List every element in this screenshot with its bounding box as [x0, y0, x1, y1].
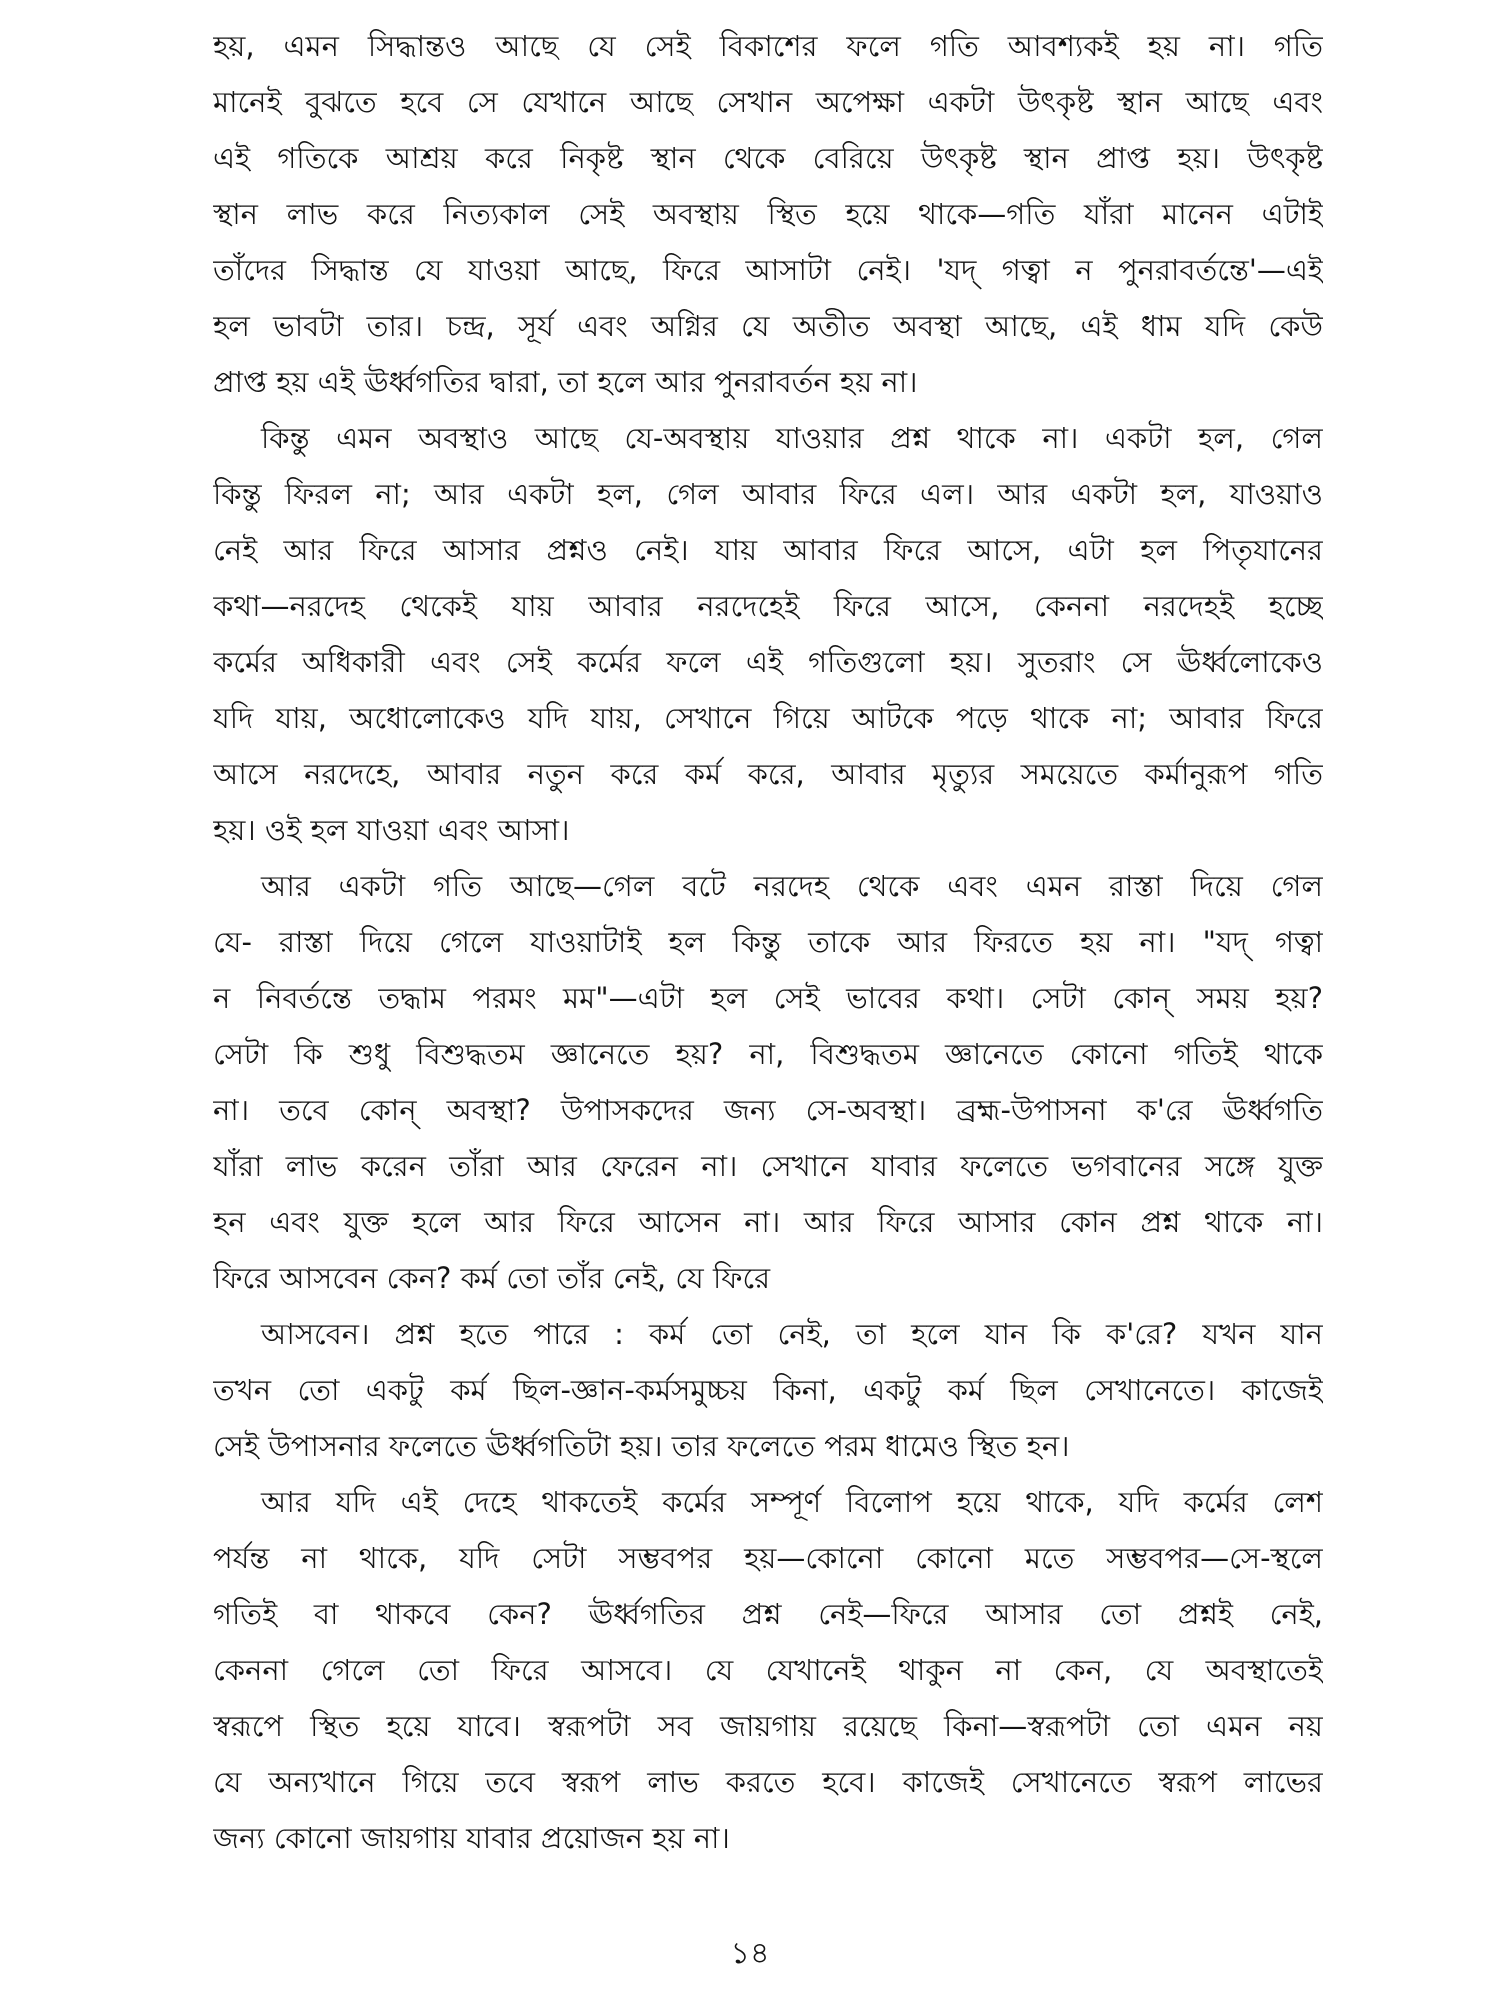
text-line: গতিই বা থাকবে কেন? ঊর্ধ্বগতির প্রশ্ন নেই—ফিরে আসার তো প্রশ্নই নেই, — [213, 1597, 1323, 1631]
text-line: কিন্তু ফিরল না; আর একটা হল, গেল আবার ফিরে এল। আর একটা হল, যাওয়াও — [213, 477, 1323, 511]
text-line: নেই আর ফিরে আসার প্রশ্নও নেই। যায় আবার ফিরে আসে, এটা হল পিতৃযানের — [213, 533, 1323, 567]
page-number: ১৪ — [730, 1936, 770, 1971]
text-line: এই গতিকে আশ্রয় করে নিকৃষ্ট স্থান থেকে বেরিয়ে উৎকৃষ্ট স্থান প্রাপ্ত হয়। উৎকৃষ্ট — [213, 141, 1323, 175]
paragraph-start-line: আসবেন। প্রশ্ন হতে পারে : কর্ম তো নেই, তা হলে যান কি ক'রে? যখন যান — [261, 1317, 1323, 1351]
text-line: সেই উপাসনার ফলেতে ঊর্ধ্বগতিটা হয়। তার ফলেতে পরম ধামেও স্থিত হন। — [213, 1429, 1070, 1463]
text-line: যে- রাস্তা দিয়ে গেলে যাওয়াটাই হল কিন্তু তাকে আর ফিরতে হয় না। "যদ্ গত্বা — [213, 925, 1323, 959]
paragraph-start-line: কিন্তু এমন অবস্থাও আছে যে-অবস্থায় যাওয়ার প্রশ্ন থাকে না। একটা হল, গেল — [261, 421, 1323, 455]
text-line: হল ভাবটা তার। চন্দ্র, সূর্য এবং অগ্নির যে অতীত অবস্থা আছে, এই ধাম যদি কেউ — [213, 309, 1323, 343]
text-line: যে অন্যখানে গিয়ে তবে স্বরূপ লাভ করতে হবে। কাজেই সেখানেতে স্বরূপ লাভের — [213, 1765, 1323, 1799]
text-line: যদি যায়, অধোলোকেও যদি যায়, সেখানে গিয়ে আটকে পড়ে থাকে না; আবার ফিরে — [213, 701, 1323, 735]
text-line: যাঁরা লাভ করেন তাঁরা আর ফেরেন না। সেখানে যাবার ফলেতে ভগবানের সঙ্গে যুক্ত — [213, 1149, 1323, 1183]
text-line: ফিরে আসবেন কেন? কর্ম তো তাঁর নেই, যে ফিরে — [213, 1261, 771, 1295]
text-line: মানেই বুঝতে হবে সে যেখানে আছে সেখান অপেক্ষা একটা উৎকৃষ্ট স্থান আছে এবং — [213, 85, 1323, 119]
text-line: হয়। ওই হল যাওয়া এবং আসা। — [213, 813, 570, 847]
text-line: কেননা গেলে তো ফিরে আসবে। যে যেখানেই থাকুন না কেন, যে অবস্থাতেই — [213, 1653, 1323, 1687]
text-line: জন্য কোনো জায়গায় যাবার প্রয়োজন হয় না। — [213, 1821, 730, 1855]
text-line: স্থান লাভ করে নিত্যকাল সেই অবস্থায় স্থিত হয়ে থাকে—গতি যাঁরা মানেন এটাই — [213, 197, 1323, 231]
text-line: হয়, এমন সিদ্ধান্তও আছে যে সেই বিকাশের ফলে গতি আবশ্যকই হয় না। গতি — [213, 29, 1323, 63]
text-line: আসে নরদেহে, আবার নতুন করে কর্ম করে, আবার মৃত্যুর সময়েতে কর্মানুরূপ গতি — [213, 757, 1323, 791]
text-line: কথা—নরদেহ থেকেই যায় আবার নরদেহেই ফিরে আসে, কেননা নরদেহই হচ্ছে — [213, 589, 1323, 623]
text-line: প্রাপ্ত হয় এই ঊর্ধ্বগতির দ্বারা, তা হলে আর পুনরাবর্তন হয় না। — [213, 365, 918, 399]
text-line: হন এবং যুক্ত হলে আর ফিরে আসেন না। আর ফিরে আসার কোন প্রশ্ন থাকে না। — [213, 1205, 1323, 1239]
text-line: তাঁদের সিদ্ধান্ত যে যাওয়া আছে, ফিরে আসাটা নেই। 'যদ্ গত্বা ন পুনরাবর্তন্তে'—এই — [213, 253, 1323, 287]
text-line: সেটা কি শুধু বিশুদ্ধতম জ্ঞানেতে হয়? না, বিশুদ্ধতম জ্ঞানেতে কোনো গতিই থাকে — [213, 1037, 1323, 1071]
body-text — [213, 18, 1323, 1866]
paragraph-start-line: আর একটা গতি আছে—গেল বটে নরদেহ থেকে এবং এমন রাস্তা দিয়ে গেল — [261, 869, 1323, 903]
text-line: পর্যন্ত না থাকে, যদি সেটা সম্ভবপর হয়—কোনো কোনো মতে সম্ভবপর—সে-স্থলে — [213, 1541, 1323, 1575]
text-line: তখন তো একটু কর্ম ছিল-জ্ঞান-কর্মসমুচ্চয় কিনা, একটু কর্ম ছিল সেখানেতে। কাজেই — [213, 1373, 1323, 1407]
text-line: ন নিবর্তন্তে তদ্ধাম পরমং মম"—এটা হল সেই ভাবের কথা। সেটা কোন্ সময় হয়? — [213, 981, 1323, 1015]
paragraph-start-line: আর যদি এই দেহে থাকতেই কর্মের সম্পূর্ণ বিলোপ হয়ে থাকে, যদি কর্মের লেশ — [261, 1485, 1323, 1519]
text-line: স্বরূপে স্থিত হয়ে যাবে। স্বরূপটা সব জায়গায় রয়েছে কিনা—স্বরূপটা তো এমন নয় — [213, 1709, 1323, 1743]
text-line: না। তবে কোন্ অবস্থা? উপাসকদের জন্য সে-অবস্থা। ব্রহ্ম-উপাসনা ক'রে ঊর্ধ্বগতি — [213, 1093, 1323, 1127]
text-line: কর্মের অধিকারী এবং সেই কর্মের ফলে এই গতিগুলো হয়। সুতরাং সে ঊর্ধ্বলোকেও — [213, 645, 1323, 679]
